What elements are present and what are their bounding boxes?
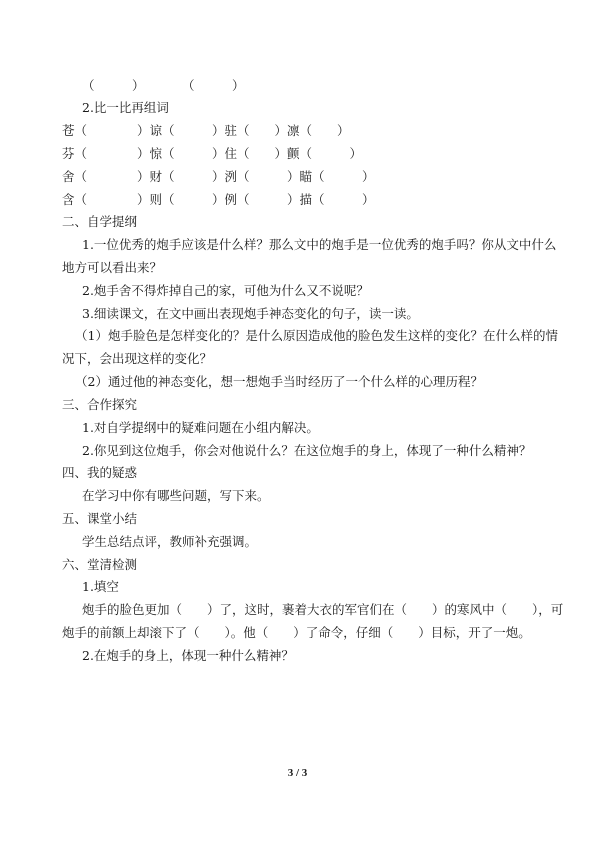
section-heading-self-study: 二、自学提纲: [62, 214, 138, 229]
word-row-2: 芬（ ）惊（ ）住（ ）颤（ ）: [62, 146, 363, 161]
fill-blank-line-2: 炮手的前额上却滚下了（ ）。他（ ）了命令，仔细（ ）目标，开了一炮。: [62, 625, 531, 640]
section-heading-doubts: 四、我的疑惑: [62, 465, 138, 480]
sub-question-2: （2）通过他的神态变化，想一想炮手当时经历了一个什么样的心理历程？: [75, 374, 483, 389]
page-number: 3 / 3: [287, 767, 308, 779]
section-heading-summary: 五、课堂小结: [62, 511, 138, 526]
word-row-1: 苍（ ）谅（ ）驻（ ）凛（ ）: [62, 123, 350, 138]
doubts-text: 在学习中你有哪些问题，写下来。: [82, 488, 270, 503]
fill-blank-line-1: 炮手的脸色更加（ ）了，这时，裹着大衣的军官们在（ ）的寒风中（ ），可: [82, 602, 564, 617]
question-1-line-1: 1.一位优秀的炮手应该是什么样？那么文中的炮手是一位优秀的炮手吗？你从文中什么: [82, 237, 557, 252]
question-3: 3.细读课文，在文中画出表现炮手神态变化的句子，读一读。: [82, 306, 419, 321]
section-heading-cooperation: 三、合作探究: [62, 397, 138, 412]
test-item-2: 2.在炮手的身上，体现一种什么精神？: [82, 648, 294, 663]
summary-text: 学生总结点评，教师补充强调。: [82, 534, 258, 549]
section-heading-test: 六、堂清检测: [62, 557, 138, 572]
sub-question-1-line-2: 况下，会出现这样的变化？: [62, 351, 213, 366]
word-row-3: 舍（ ）财（ ）洌（ ）瞄（ ）: [62, 169, 375, 184]
question-1-line-2: 地方可以看出来？: [62, 260, 163, 275]
word-row-4: 含（ ）则（ ）例（ ）描（ ）: [62, 192, 375, 207]
blank-pair-line: （ ） （ ）: [82, 78, 245, 93]
cooperation-item-1: 1.对自学提纲中的疑难问题在小组内解决。: [82, 420, 319, 435]
subheading-compare-words: 2.比一比再组词: [82, 100, 169, 115]
sub-question-1-line-1: （1）炮手脸色是怎样变化的？是什么原因造成他的脸色发生这样的变化？在什么样的情: [75, 328, 558, 343]
question-2: 2.炮手舍不得炸掉自己的家，可他为什么又不说呢？: [82, 283, 369, 298]
test-item-1-label: 1.填空: [82, 579, 119, 594]
cooperation-item-2: 2.你见到这位炮手，你会对他说什么？在这位炮手的身上，体现了一种什么精神？: [82, 443, 532, 458]
